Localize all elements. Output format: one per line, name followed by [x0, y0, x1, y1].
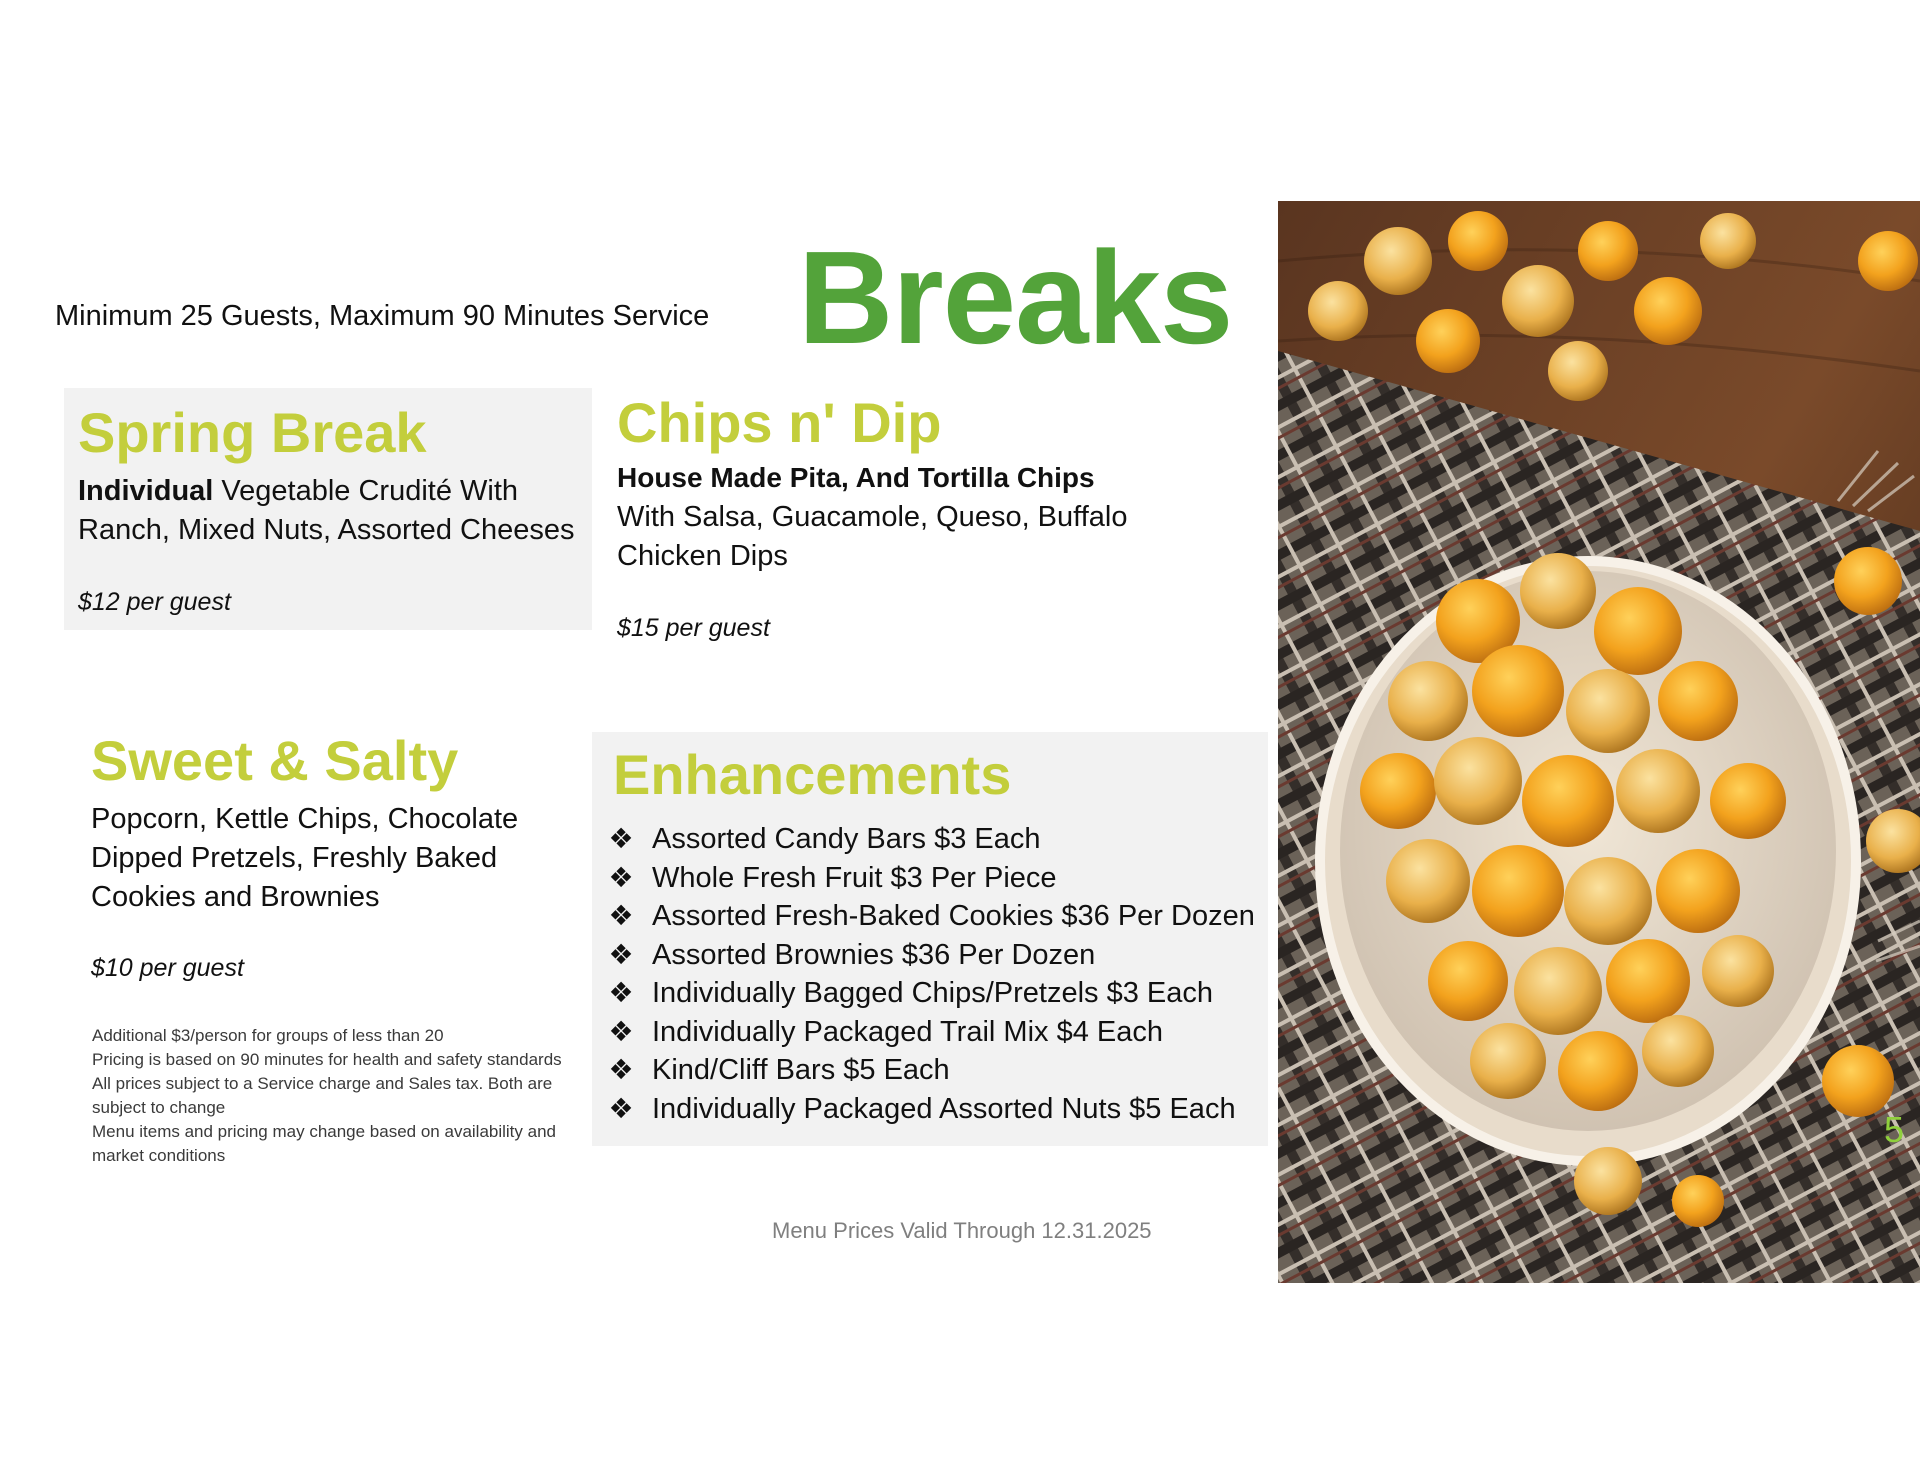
chips-dip-price: $15 per guest	[617, 614, 770, 642]
enhancement-item-text: Individually Packaged Assorted Nuts $5 Each	[652, 1092, 1236, 1125]
note-line: Additional $3/person for groups of less than 20	[92, 1026, 444, 1045]
sweet-salty-description: Popcorn, Kettle Chips, Chocolate Dipped Pretzels, Freshly Baked Cookies and Brownies	[91, 803, 519, 913]
spring-break-description	[78, 472, 583, 550]
enhancement-item-text: Assorted Candy Bars $3 Each	[652, 823, 1041, 855]
note-line: All prices subject to a Service charge and Sales tax. Both are subject to change	[92, 1074, 553, 1117]
diamond-bullet-icon: ❖	[608, 1092, 634, 1124]
spring-break-title: Spring Break	[78, 401, 427, 464]
sweet-salty-price: $10 per guest	[91, 954, 244, 982]
enhancements-list	[606, 820, 1255, 1128]
menu-validity-note: Menu Prices Valid Through 12.31.2025	[772, 1218, 1152, 1243]
spring-break-desc-bold: Individual	[78, 475, 214, 507]
enhancement-item-text: Individually Bagged Chips/Pretzels $3 Each	[652, 977, 1213, 1009]
diamond-bullet-icon: ❖	[608, 1054, 634, 1085]
chips-dip-subtitle: House Made Pita, And Tortilla Chips	[617, 462, 1095, 493]
list-item	[606, 1090, 1255, 1129]
enhancements-title: Enhancements	[613, 743, 1012, 806]
service-requirements: Minimum 25 Guests, Maximum 90 Minutes Service	[55, 300, 710, 332]
enhancements-section	[592, 732, 1268, 1146]
sweet-salty-title: Sweet & Salty	[91, 729, 459, 792]
enhancement-item-text: Kind/Cliff Bars $5 Each	[652, 1054, 950, 1086]
spring-break-price: $12 per guest	[78, 588, 231, 616]
list-item	[606, 859, 1255, 898]
list-item	[606, 897, 1255, 936]
note-line: Pricing is based on 90 minutes for health and safety standards	[92, 1050, 562, 1069]
enhancement-item-text: Whole Fresh Fruit $3 Per Piece	[652, 861, 1057, 894]
popcorn-photo	[1278, 201, 1920, 1283]
page-title: Breaks	[798, 224, 1233, 371]
popcorn-photo-illustration	[1278, 201, 1920, 1283]
fine-print-notes	[92, 1024, 572, 1168]
diamond-bullet-icon: ❖	[608, 861, 634, 893]
list-item	[606, 1013, 1255, 1052]
chips-dip-title: Chips n' Dip	[617, 391, 942, 454]
diamond-bullet-icon: ❖	[608, 938, 634, 970]
list-item	[606, 974, 1255, 1013]
enhancement-item-text: Assorted Fresh-Baked Cookies $36 Per Dozen	[652, 900, 1255, 932]
spring-break-desc-rest: Vegetable Crudité With Ranch, Mixed Nuts, Assorted Cheeses	[78, 475, 575, 546]
diamond-bullet-icon: ❖	[608, 1015, 634, 1047]
diamond-bullet-icon: ❖	[608, 900, 634, 931]
spring-break-section	[64, 388, 592, 630]
list-item	[606, 936, 1255, 975]
list-item	[606, 820, 1255, 859]
page-number: 5	[1883, 1109, 1904, 1150]
diamond-bullet-icon: ❖	[608, 977, 634, 1008]
enhancement-item-text: Assorted Brownies $36 Per Dozen	[652, 938, 1096, 971]
chips-dip-description: With Salsa, Guacamole, Queso, Buffalo Chicken Dips	[617, 501, 1128, 572]
enhancement-item-text: Individually Packaged Trail Mix $4 Each	[652, 1015, 1163, 1048]
note-line: Menu items and pricing may change based on availability and market conditions	[92, 1122, 556, 1165]
list-item	[606, 1051, 1255, 1090]
diamond-bullet-icon: ❖	[608, 823, 634, 854]
